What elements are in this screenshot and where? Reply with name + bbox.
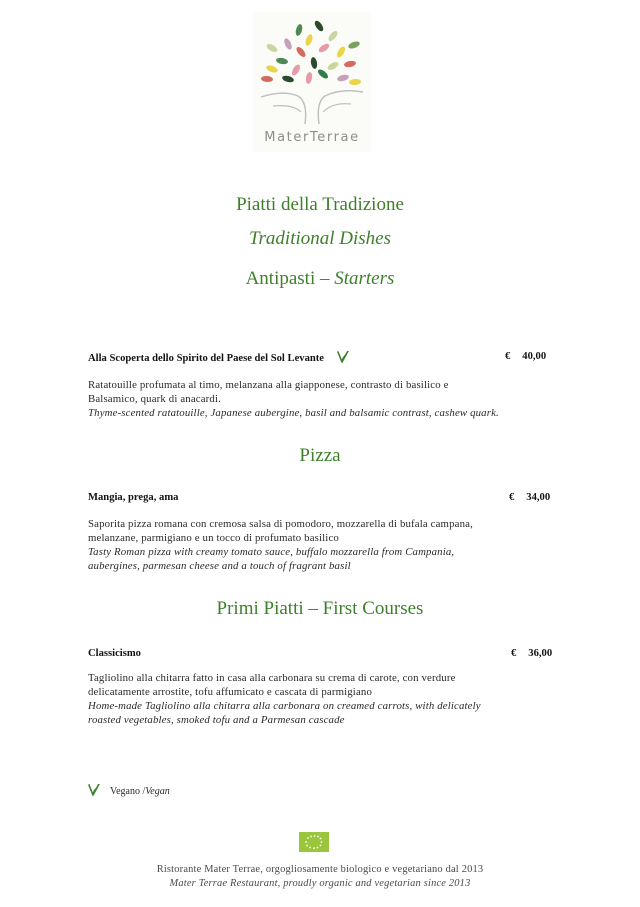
dish-name — [88, 351, 349, 366]
starters-heading-italian: Antipasti – — [245, 268, 330, 289]
description-english: aubergines, parmesan cheese and a touch of fragrant basil — [88, 560, 351, 572]
description-italian: Tagliolino alla chitarra fatto in casa alla carbonara su crema di carote, con verdure — [88, 672, 456, 684]
eu-organic-leaf-logo-icon — [299, 832, 329, 852]
section-title-english: Traditional Dishes — [249, 228, 391, 249]
dish-name: Classicismo — [88, 648, 141, 659]
footer-english: Mater Terrae Restaurant, proudly organic and vegetarian since 2013 — [169, 878, 471, 889]
currency-symbol: € — [509, 492, 515, 503]
pizza-heading: Pizza — [299, 445, 341, 466]
dish-description — [88, 517, 518, 573]
description-english: Tasty Roman pizza with creamy tomato sauce, buffalo mozzarella from Campania, — [88, 546, 455, 558]
price-value: 36,00 — [528, 648, 553, 659]
mater-terrae-logo — [253, 12, 371, 152]
currency-symbol: € — [511, 648, 517, 659]
vegan-leaf-icon — [88, 784, 100, 799]
price-value: 40,00 — [522, 351, 547, 362]
description-english: roasted vegetables, smoked tofu and a Parmesan cascade — [88, 714, 345, 726]
section-title-italian: Piatti della Tradizione — [236, 194, 404, 215]
first-courses-heading: Primi Piatti – First Courses — [216, 598, 424, 619]
description-italian: Balsamico, quark di anacardi. — [88, 393, 221, 405]
dish-price — [511, 648, 552, 659]
footer-italian: Ristorante Mater Terrae, orgogliosamente biologico e vegetariano dal 2013 — [156, 864, 484, 875]
vegan-legend — [88, 784, 170, 799]
description-italian: Saporita pizza romana con cremosa salsa di pomodoro, mozzarella di bufala campana, — [88, 518, 473, 530]
price-value: 34,00 — [526, 492, 551, 503]
description-italian: delicatamente arrostite, tofu affumicato e cascata di parmigiano — [88, 686, 372, 698]
legend-separator: / — [140, 785, 146, 797]
starters-heading-english: Starters — [334, 268, 395, 289]
legend-italian: Vegano — [110, 785, 140, 797]
vegan-leaf-icon — [337, 351, 349, 366]
dish-name-text: Alla Scoperta dello Spirito del Paese del Sol Levante — [88, 352, 324, 364]
dish-description — [88, 671, 518, 727]
currency-symbol: € — [505, 351, 511, 362]
dish-price — [505, 351, 546, 362]
description-english: Home-made Tagliolino alla chitarra alla carbonara on creamed carrots, with delicately — [88, 700, 481, 712]
tree-of-leaves-logo-icon — [253, 12, 371, 130]
dish-description — [88, 378, 518, 420]
legend-english: Vegan — [145, 785, 170, 797]
description-english: Thyme-scented ratatouille, Japanese aubergine, basil and balsamic contrast, cashew quark. — [88, 407, 499, 419]
dish-price — [509, 492, 550, 503]
description-italian: melanzane, parmigiano e un tocco di profumato basilico — [88, 532, 339, 544]
description-italian: Ratatouille profumata al timo, melanzana alla giapponese, contrasto di basilico e — [88, 379, 449, 391]
starters-heading — [0, 268, 640, 290]
dish-name: Mangia, prega, ama — [88, 492, 179, 503]
brand-name: MaterTerrae — [264, 130, 360, 145]
